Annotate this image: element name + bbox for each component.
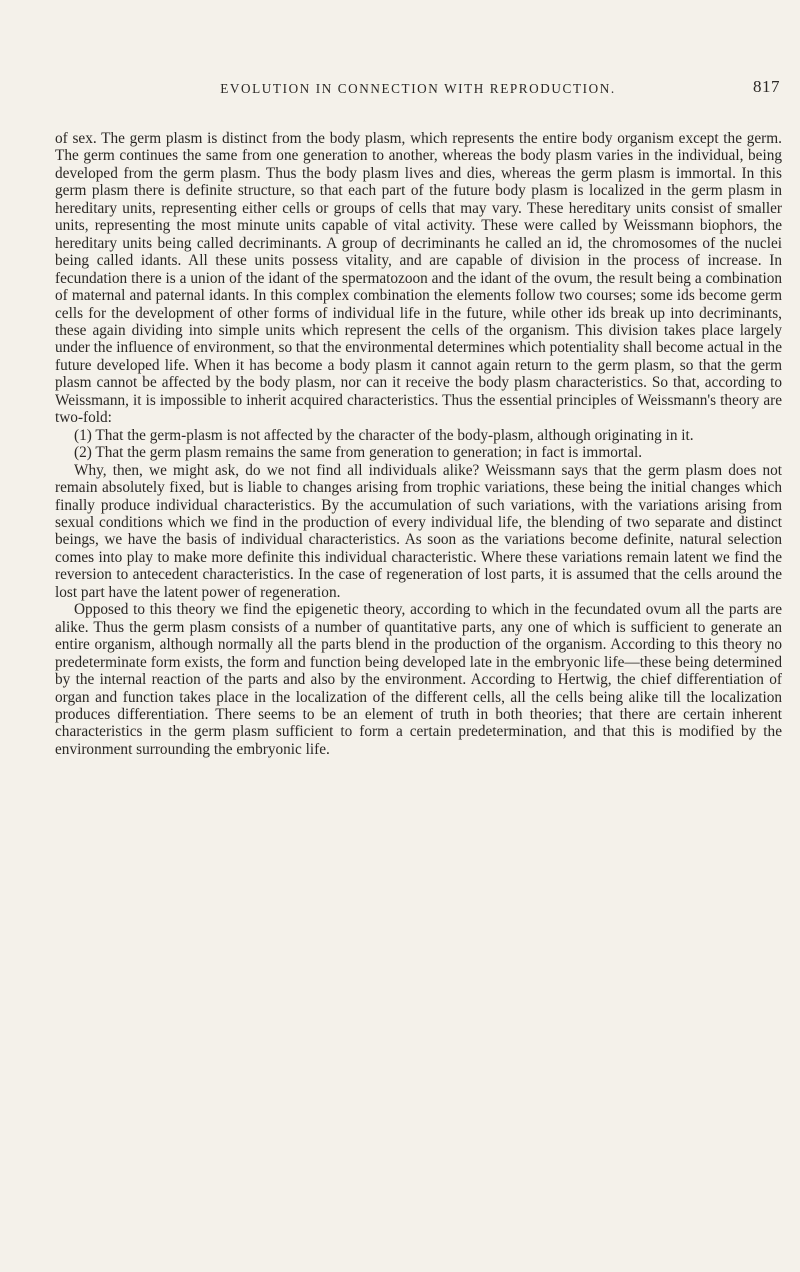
paragraph: of sex. The germ plasm is distinct from the body plasm, which represents the entire body organism except the germ. The germ continues the same from one generation to another, whereas the body plasm varies in the individual, being developed from the germ plasm. Thus the body plasm lives and dies, whereas the germ plasm is immortal. In this germ plasm there is definite structure, so that each part of the future body plasm is localized in the germ plasm in hereditary units, representing either cells or groups of cells that may vary. These hereditary units consist of smaller units, representing the most minute units capable of vital activity. These were called by Weissmann biophors, the hereditary units being called decriminants. A group of decriminants he called an id, the chromosomes of the nuclei being called idants. All these units possess vitality, and are capable of division in the process of increase. In fecundation there is a union of the idant of the spermatozoon and the idant of the ovum, the result being a combination of maternal and paternal idants. In this complex combination the elements follow two courses; some ids become germ cells for the development of other forms of individual life in the future, while other ids break up into decriminants, these again dividing into simple units which represent the cells of the organism. This division takes place largely under the influence of environment, so that the environmental determines which potentiality shall become actual in the future developed life. When it has become a body plasm it cannot again return to the germ plasm, so that the germ plasm cannot be affected by the body plasm, nor can it receive the body plasm characteristics. So that, according to Weissmann, it is impossible to inherit acquired characteristics. Thus the essential principles of Weissmann's theory are two-fold: — [55, 130, 782, 427]
paragraph: Opposed to this theory we find the epigenetic theory, according to which in the fecundated ovum all the parts are alike. Thus the germ plasm consists of a number of quantitative parts, any one of which is sufficient to generate an entire organism, although normally all the parts blend in the production of the organism. According to this theory no predeterminate form exists, the form and function being developed late in the embryonic life—these being determined by the internal reaction of the parts and also by the environment. According to Hertwig, the chief differentiation of organ and function takes place in the localization of the different cells, all the cells being alike till the localization produces differentiation. There seems to be an element of truth in both theories; that there are certain inherent characteristics in the germ plasm sufficient to form a certain predetermination, and that this is modified by the environment surrounding the embryonic life. — [55, 601, 782, 758]
paragraph: Why, then, we might ask, do we not find all individuals alike? Weissmann says that the germ plasm does not remain absolutely fixed, but is liable to changes arising from trophic variations, these being the initial changes which finally produce individual characteristics. By the accumulation of such variations, with the variations arising from sexual conditions which we find in the production of every individual life, the blending of two separate and distinct beings, we have the basis of individual characteristics. As soon as the variations become definite, natural selection comes into play to make more definite this individual characteristic. Where these variations remain latent we find the reversion to antecedent characteristics. In the case of regeneration of lost parts, it is assumed that the cells around the lost part have the latent power of regeneration. — [55, 461, 782, 601]
page-number: 817 — [753, 77, 780, 96]
body-text — [55, 130, 782, 758]
list-item: (2) That the germ plasm remains the same from generation to generation; in fact is immortal. — [74, 444, 643, 462]
page-header — [56, 73, 780, 103]
list-item: (1) That the germ-plasm is not affected by the character of the body-plasm, although originating in it. — [74, 426, 694, 444]
running-head: EVOLUTION IN CONNECTION WITH REPRODUCTION. — [220, 81, 616, 96]
